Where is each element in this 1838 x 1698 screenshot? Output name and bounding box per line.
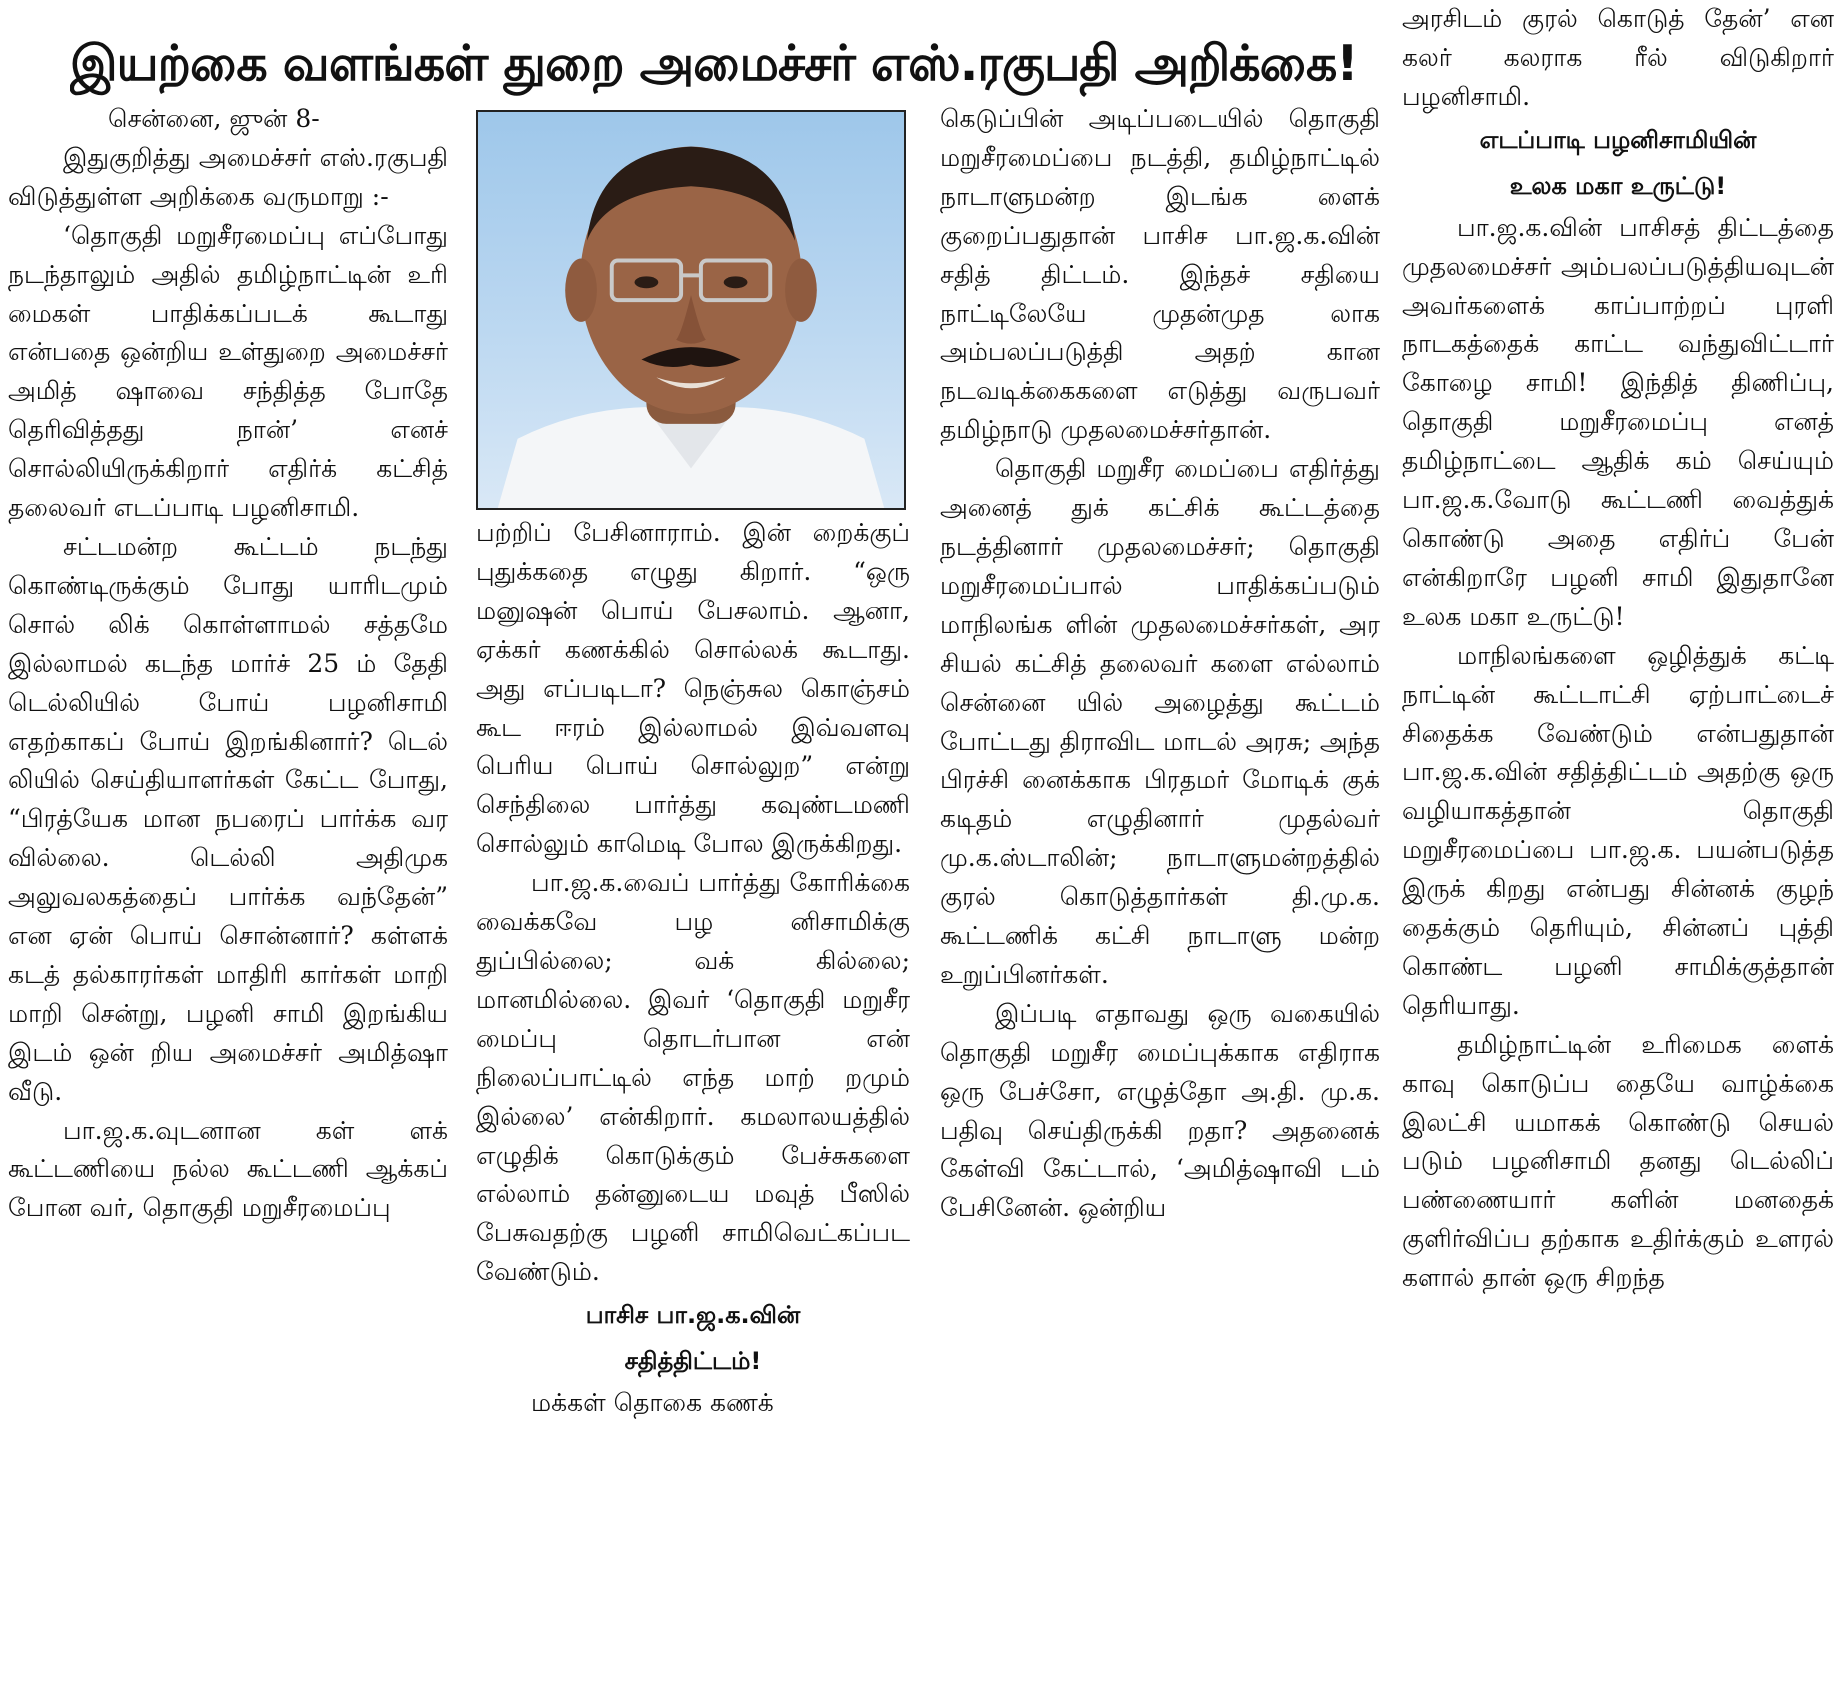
minister-photo [476,110,906,510]
headline: இயற்கை வளங்கள் துறை அமைச்சர் எஸ்.ரகுபதி அறிக்கை! [70,35,1358,92]
paragraph: தமிழ்நாட்டின் உரிமைக ளைக் காவு கொடுப்ப தையே வாழ்க்கை இலட்சி யமாகக் கொண்டு செயல் படும் பழனிசாமி தனது டெல்லிப் பண்ணையார் களின் மனதைக் குளிர்விப்ப தற்காக உதிர்க்கும் உளரல் களால் தான் ஒரு சிறந்த [1402,1029,1834,1293]
dateline: சென்னை, ஜுன் 8- [108,104,320,133]
paragraph: தொகுதி மறுசீர மைப்பை எதிர்த்து அனைத் துக் கட்சிக் கூட்டத்தை நடத்தினார் முதலமைச்சர்; தொகுதி மறுசீரமைப்பால் பாதிக்கப்படும் மாநிலங்க ளின் முதலமைச்சர்கள், அர சியல் கட்சித் தலைவர் களை எல்லாம் சென்னை யில் அழைத்து கூட்டம் போட்டது திராவிட மாடல் அரசு; அந்த பிரச்சி னைக்காக பிரதமர் மோடிக் குக் கடிதம் எழுதினார் முதல்வர் மு.க.ஸ்டாலின்; நாடாளுமன்றத்தில் குரல் கொடுத்தார்கள் தி.மு.க. கூட்டணிக் கட்சி நாடாளு மன்ற உறுப்பினர்கள். [940,454,1380,989]
portrait-illustration [478,112,904,508]
subheading: உலக மகா உருட்டு! [1509,171,1727,200]
subheading: பாசிச பா.ஜ.க.வின் [585,1301,801,1330]
subheading: சதித்திட்டம்! [624,1347,762,1376]
article-column-1 [8,100,448,1690]
paragraph: இதுகுறித்து அமைச்சர் எஸ்.ரகுபதி விடுத்துள்ள அறிக்கை வருமாறு :- [8,142,448,211]
article-column-3 [940,100,1380,1690]
paragraph: பா.ஜ.க.வுடனான கள் ளக் கூட்டணியை நல்ல கூட்டணி ஆக்கப் போன வர், தொகுதி மறுசீரமைப்பு [8,1115,448,1223]
paragraph: பற்றிப் பேசினாராம். இன் றைக்குப் புதுக்கதை எழுது கிறார். “ஒரு மனுஷன் பொய் பேசலாம். ஆனா, ஏக்கர் கணக்கில் சொல்லக் கூடாது. அது எப்படிடா? நெஞ்சுல கொஞ்சம் கூட ஈரம் இல்லாமல் இவ்வளவு பெரிய பொய் சொல்லுற” என்று செந்திலை பார்த்து கவுண்டமணி சொல்லும் காமெடி போல இருக்கிறது. [476,518,910,859]
paragraph: ‘தொகுதி மறுசீரமைப்பு எப்போது நடந்தாலும் அதில் தமிழ்நாட்டின் உரி மைகள் பாதிக்கப்படக் கூடாது என்பதை ஒன்றிய உள்துறை அமைச்சர் அமித் ஷாவை சந்தித்த போதே தெரிவித்தது நான்’ எனச் சொல்லியிருக்கிறார் எதிர்க் கட்சித் தலைவர் எடப்பாடி பழனிசாமி. [8,220,448,523]
paragraph: இப்படி எதாவது ஒரு வகையில் தொகுதி மறுசீர மைப்புக்காக எதிராக ஒரு பேச்சோ, எழுத்தோ அ.தி. மு.க. பதிவு செய்திருக்கி றதா? அதனைக் கேள்வி கேட்டால், ‘அமித்ஷாவி டம் பேசினேன். ஒன்றிய [940,998,1380,1223]
paragraph: பா.ஜ.க.வைப் பார்த்து கோரிக்கை வைக்கவே பழ னிசாமிக்கு துப்பில்லை; வக் கில்லை; மானமில்லை. இவர் ‘தொகுதி மறுசீர மைப்பு தொடர்பான என் நிலைப்பாட்டில் எந்த மாற் றமும் இல்லை’ என்கிறார். கமலாலயத்தில் எழுதிக் கொடுக்கும் பேச்சுகளை எல்லாம் தன்னுடைய மவுத் பீஸில் பேசுவதற்கு பழனி சாமிவெட்கப்பட வேண்டும். [476,868,910,1287]
paragraph: மக்கள் தொகை கணக் [531,1388,774,1418]
article-column-4 [1402,0,1834,1690]
subheading: எடப்பாடி பழனிசாமியின் [1479,125,1757,154]
article-column-2 [476,514,910,1690]
paragraph: பா.ஜ.க.வின் பாசிசத் திட்டத்தை முதலமைச்சர் அம்பலப்படுத்தியவுடன் அவர்களைக் காப்பாற்றப் புரளி நாடகத்தைக் காட்ட வந்துவிட்டார் கோழை சாமி! இந்தித் திணிப்பு, தொகுதி மறுசீரமைப்பு எனத் தமிழ்நாட்டை ஆதிக் கம் செய்யும் பா.ஜ.க.வோடு கூட்டணி வைத்துக் கொண்டு அதை எதிர்ப் பேன் என்கிறாரே பழனி சாமி இதுதானே உலக மகா உருட்டு! [1402,212,1834,631]
paragraph: அரசிடம் குரல் கொடுத் தேன்’ என கலர் கலராக ரீல் விடுகிறார் பழனிசாமி. [1402,4,1834,111]
paragraph: சட்டமன்ற கூட்டம் நடந்து கொண்டிருக்கும் போது யாரிடமும் சொல் லிக் கொள்ளாமல் சத்தமே இல்லாமல் கடந்த மார்ச் 25 ம் தேதி டெல்லியில் போய் பழனிசாமி எதற்காகப் போய் இறங்கினார்? டெல் லியில் செய்தியாளர்கள் கேட்ட போது, “பிரத்யேக மான நபரைப் பார்க்க வர வில்லை. டெல்லி அதிமுக அலுவலகத்தைப் பார்க்க வந்தேன்” என ஏன் பொய் சொன்னார்? கள்ளக் கடத் தல்காரர்கள் மாதிரி கார்கள் மாறி மாறி சென்று, பழனி சாமி இறங்கிய இடம் ஒன் றிய அமைச்சர் அமித்ஷா வீடு. [8,531,448,1106]
paragraph: மாநிலங்களை ஒழித்துக் கட்டி நாட்டின் கூட்டாட்சி ஏற்பாட்டைச் சிதைக்க வேண்டும் என்பதுதான் பா.ஜ.க.வின் சதித்திட்டம் அதற்கு ஒரு வழியாகத்தான் தொகுதி மறுசீரமைப்பை பா.ஜ.க. பயன்படுத்த இருக் கிறது என்பது சின்னக் குழந் தைக்கும் தெரியும், சின்னப் புத்தி கொண்ட பழனி சாமிக்குத்தான் தெரியாது. [1402,640,1834,1020]
paragraph: கெடுப்பின் அடிப்படையில் தொகுதி மறுசீரமைப்பை நடத்தி, தமிழ்நாட்டில் நாடாளுமன்ற இடங்க ளைக் குறைப்பதுதான் பாசிச பா.ஜ.க.வின் சதித் திட்டம். இந்தச் சதியை நாட்டிலேயே முதன்முத லாக அம்பலப்படுத்தி அதற் கான நடவடிக்கைகளை எடுத்து வருபவர் தமிழ்நாடு முதலமைச்சர்தான். [940,104,1380,445]
